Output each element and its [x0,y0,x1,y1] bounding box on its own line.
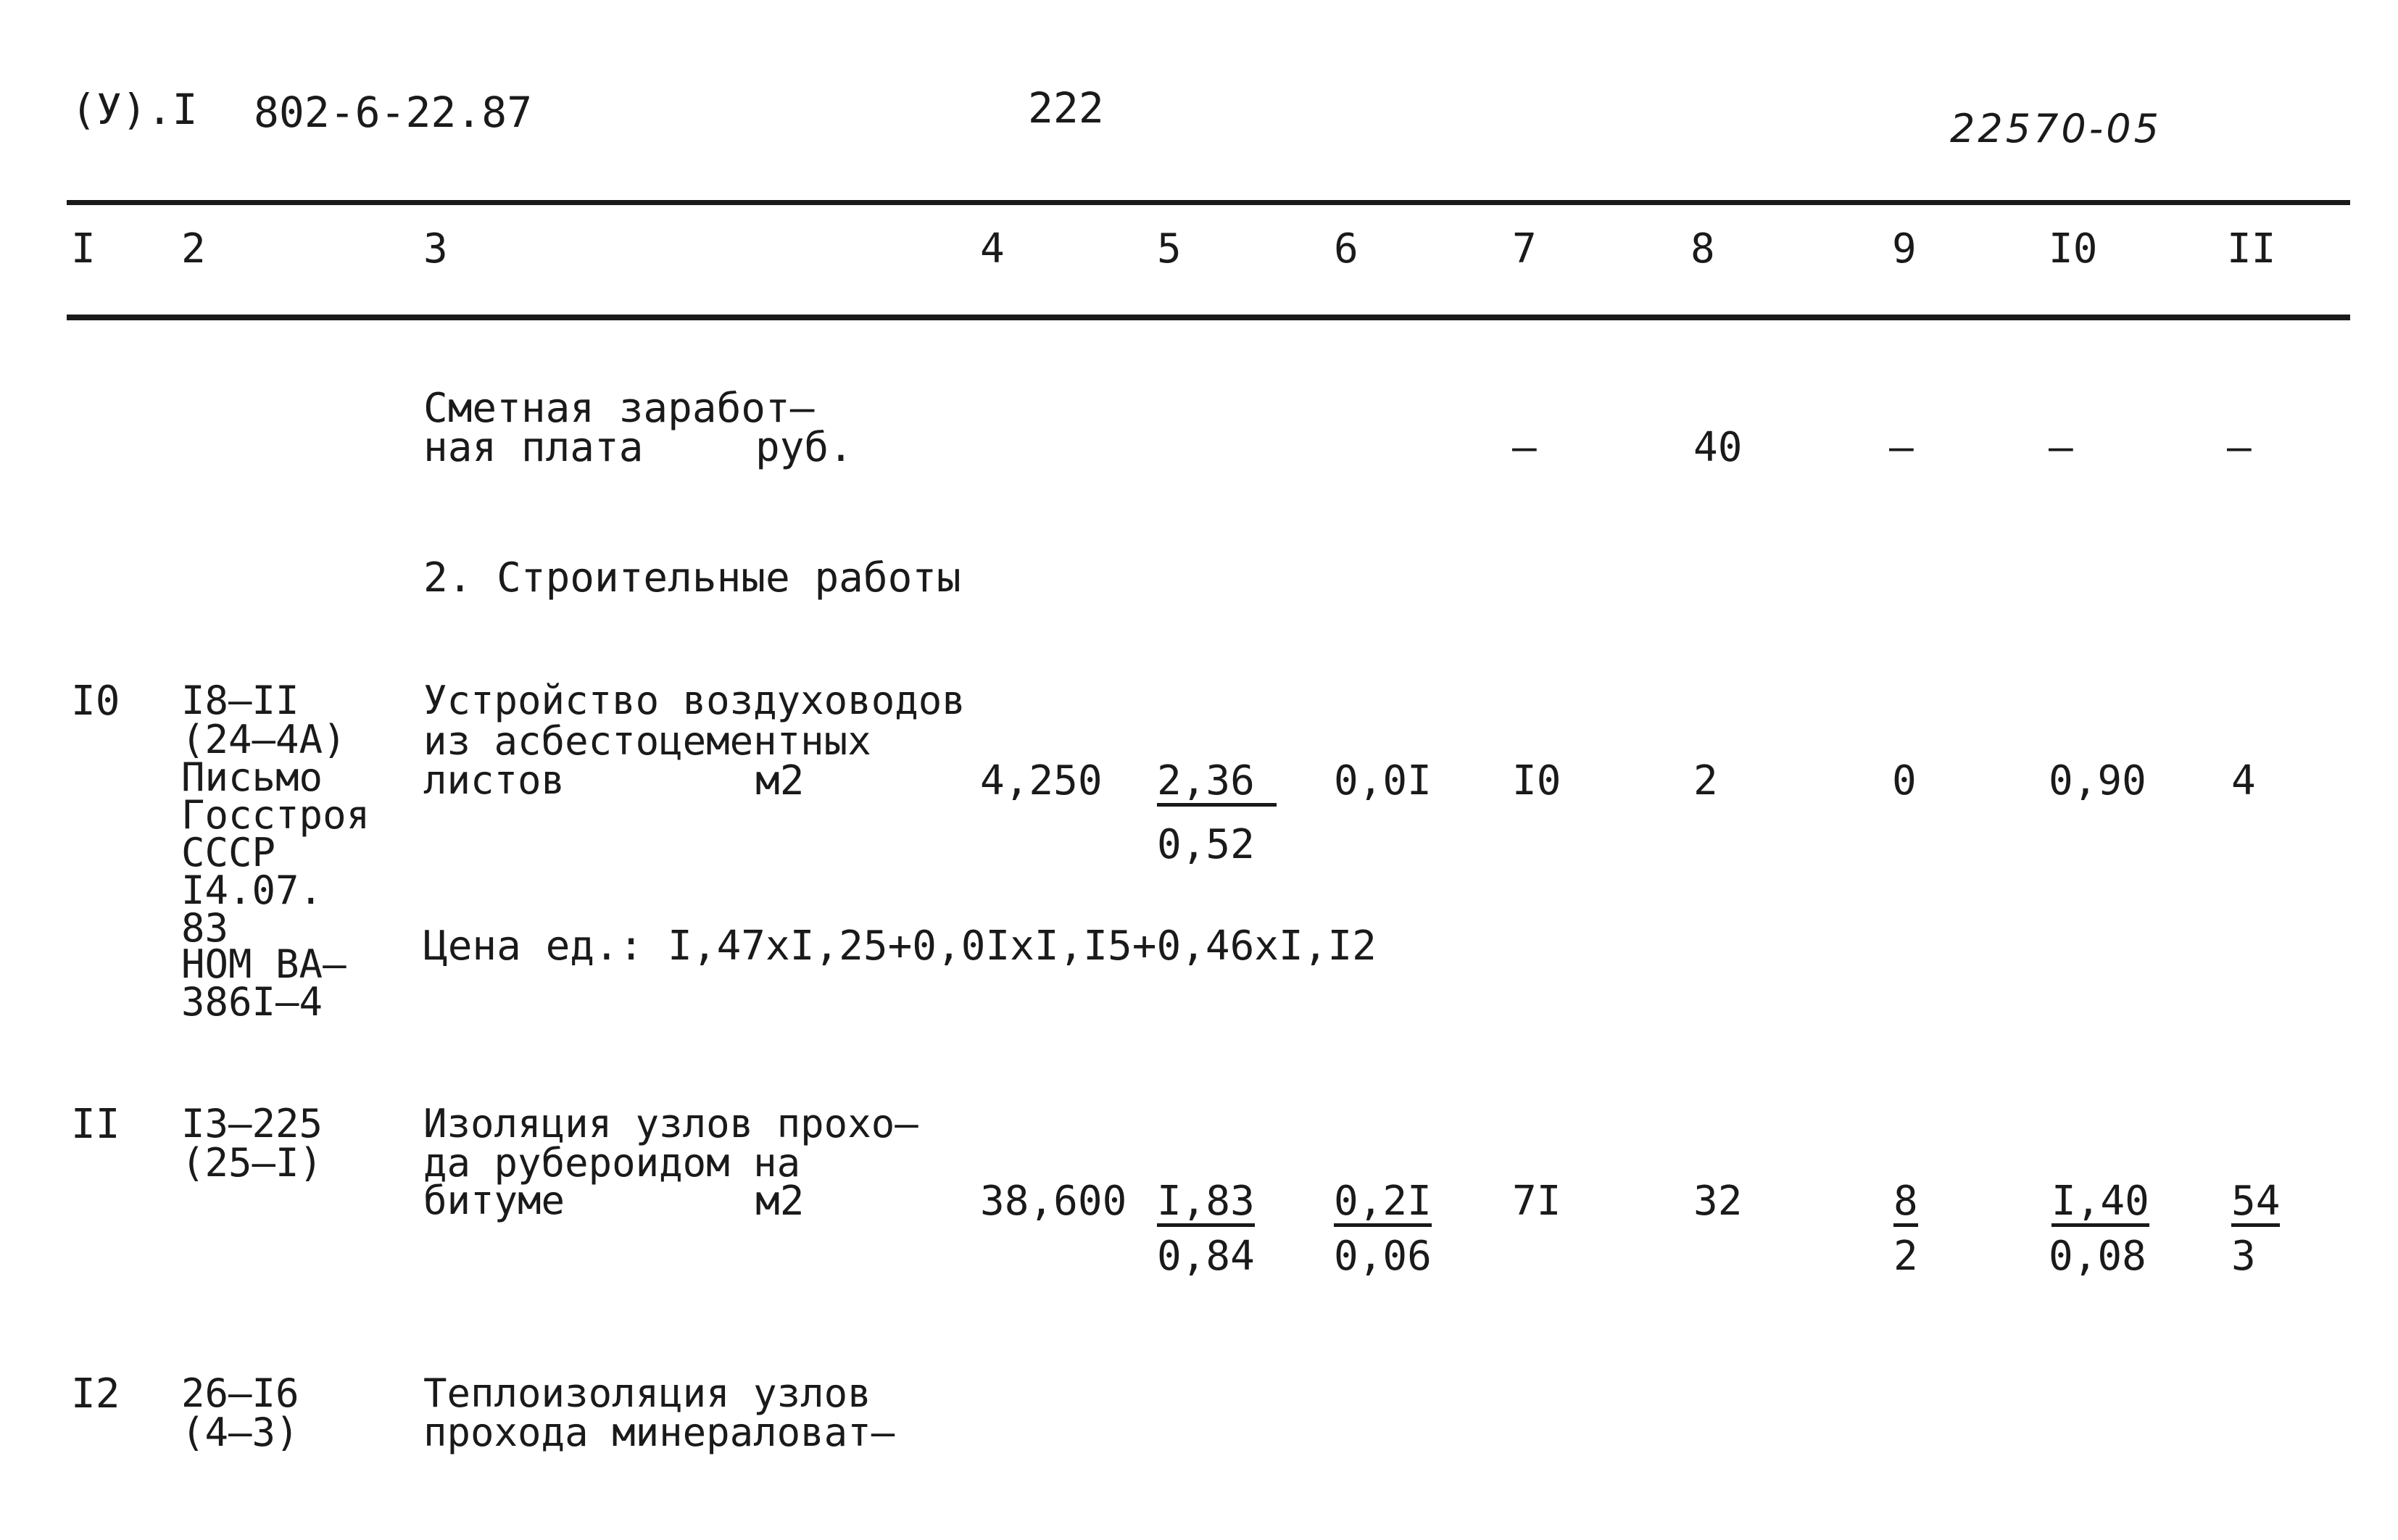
table-top-rule [67,200,2350,205]
row11-col6-top: 0,2I [1334,1181,1432,1227]
wage-name-line2: ная плата [423,424,644,471]
row10-price-formula: Цена ед.: I,47хI,25+0,0IхI,I5+0,46хI,I2 [423,923,1377,970]
row11-col8: 32 [1693,1178,1743,1225]
col-header-10: I0 [2049,225,2098,272]
row11-code-line: (25–I) [181,1140,323,1186]
row12-code-line: (4–3) [181,1410,299,1455]
wage-col9: – [1889,424,1914,471]
page-number: 222 [1028,83,1104,133]
row11-col10-bottom: 0,08 [2049,1233,2146,1280]
row10-col4: 4,250 [980,757,1103,804]
row10-col11: 4 [2231,757,2256,804]
col-header-9: 9 [1892,225,1917,272]
row10-col10: 0,90 [2049,757,2146,804]
row12-code-line: 26–I6 [181,1370,299,1416]
col-header-2: 2 [181,225,206,272]
row11-col4: 38,600 [980,1178,1127,1225]
col-header-1: I [71,225,96,272]
row11-col11-bottom: 3 [2231,1233,2256,1280]
col-header-11: II [2227,225,2276,272]
row11-col9-bottom: 2 [1893,1233,1918,1280]
row11-name-line: да рубероидом на [423,1140,801,1186]
row11-col7: 7I [1512,1178,1561,1225]
wage-col8: 40 [1693,424,1743,471]
col-header-6: 6 [1334,225,1358,272]
row10-code-line: 386I–4 [181,979,323,1025]
row10-name-line: из асбестоцементных [423,718,871,764]
project-code: 802-6-22.87 [254,88,533,137]
header-ref: (У).I [71,85,198,134]
row10-code-line: 83 [181,905,229,951]
row10-col9: 0 [1892,757,1917,804]
wage-name-line1: Сметная заработ– [423,385,815,432]
row11-col9-top: 8 [1893,1181,1918,1227]
row10-name-line: листов [423,757,565,803]
row11-unit: м2 [755,1178,805,1225]
row11-col5-top: I,83 [1157,1181,1255,1227]
row11-col5-bottom: 0,84 [1157,1233,1255,1280]
row10-code-line: НОМ ВА– [181,941,347,987]
row10-code-line: Письмо [181,754,323,800]
row10-name-line: Устройство воздуховодов [423,678,966,723]
row11-code-line: I3–225 [181,1101,323,1146]
row10-col6: 0,0I [1334,757,1432,804]
wage-unit: руб. [755,424,853,471]
row10-code-line: (24–4А) [181,717,347,762]
table-header-bottom-rule [67,315,2350,320]
row10-col5-bottom: 0,52 [1157,821,1255,868]
row11-col10-top: I,40 [2051,1181,2149,1227]
row12-name-line: прохода минераловат– [423,1410,895,1455]
row10-col7: I0 [1512,757,1561,804]
section-title: 2. Строительные работы [423,554,961,602]
col-header-8: 8 [1690,225,1715,272]
row10-number: I0 [71,678,120,725]
row11-name-line: битуме [423,1178,565,1223]
row10-code-line: Госстроя [181,792,370,838]
row10-code-line: СССР [181,830,276,875]
row11-col6-bottom: 0,06 [1334,1233,1432,1280]
wage-col10: – [2049,424,2073,471]
row10-unit: м2 [755,757,805,804]
row10-code-line: I8–II [181,678,299,723]
col-header-7: 7 [1512,225,1537,272]
col-header-5: 5 [1157,225,1182,272]
row12-number: I2 [71,1370,120,1418]
row12-name-line: Теплоизоляция узлов [423,1370,871,1416]
row10-col8: 2 [1693,757,1718,804]
wage-col7: – [1512,424,1537,471]
wage-col11: – [2227,424,2252,471]
row11-number: II [71,1101,120,1148]
col-header-3: 3 [423,225,448,272]
col-header-4: 4 [980,225,1005,272]
row10-code-line: I4.07. [181,867,323,913]
row10-col5-top: 2,36 [1157,761,1277,807]
row11-name-line: Изоляция узлов прохо– [423,1101,918,1146]
album-code: 22570-05 [1950,106,2162,151]
row11-col11-top: 54 [2231,1181,2280,1227]
